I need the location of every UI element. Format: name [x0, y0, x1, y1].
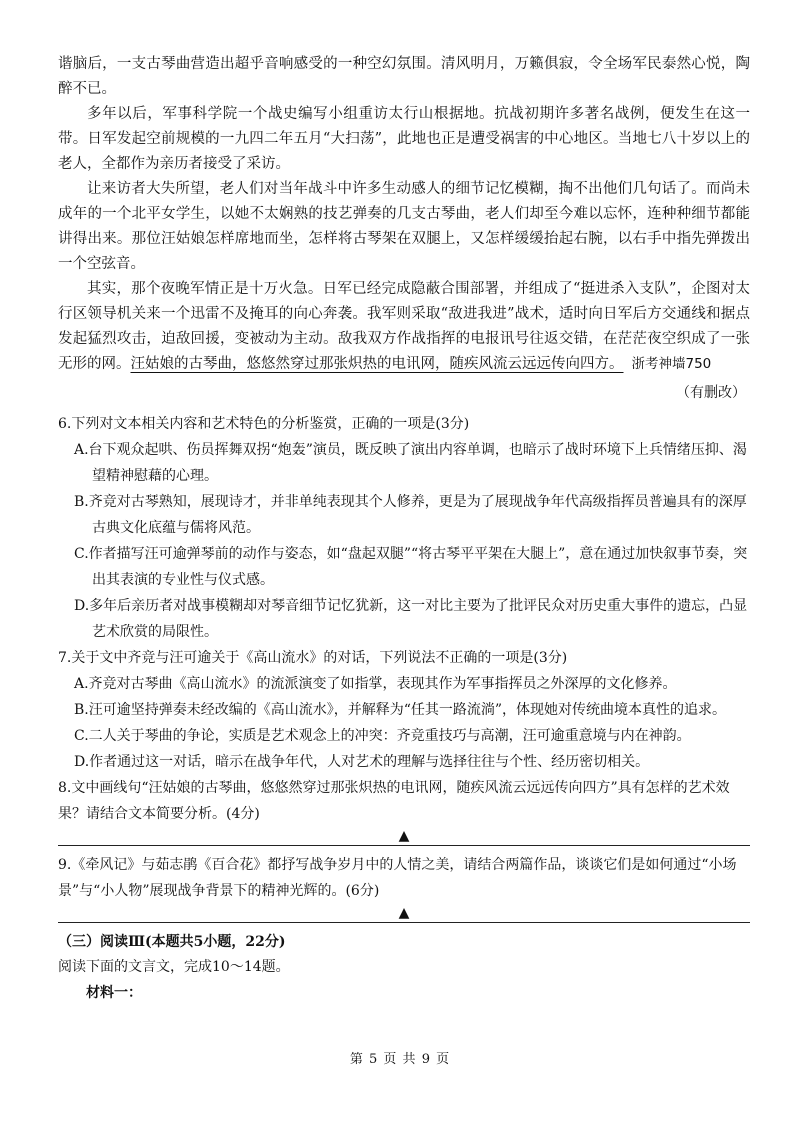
answer-divider	[58, 922, 750, 923]
question-7	[58, 645, 750, 775]
answer-area-triangle-icon: ▲	[398, 828, 410, 844]
passage-paragraph-4	[58, 277, 750, 377]
exam-page	[58, 52, 750, 1007]
passage-paragraph-1: 谐脑后，一支古琴曲营造出超乎音响感受的一种空幻氛围。清风明月，万籁俱寂，令全场军民泰然心悦，陶醉不已。	[58, 56, 750, 97]
question-6-option-b: B.齐竞对古琴熟知，展现诗才，并非单纯表现其个人修养，更是为了展现战争年代高级指挥员普遍具有的深厚古典文化底蕴与儒将风范。	[74, 494, 747, 536]
answer-divider	[58, 845, 750, 846]
revised-note: （有删改）	[676, 385, 746, 401]
material-label: 材料一：	[86, 985, 142, 1001]
question-7-option-d: D.作者通过这一对话，暗示在战争年代，人对艺术的理解与选择往往与个性、经历密切相关。	[74, 754, 650, 770]
paragraph-4-text: 其实，那个夜晚军情正是十万火急。日军已经完成隐蔽合围部署，并组成了“挺进杀入支队”，企图对太行区领导机关来一个迅雷不及掩耳的向心奔袭。我军则采取“敌进我进”战术，适时向日军后方交通线和据点发起猛烈攻击，迫敌回援，变被动为主动。敌我双方作战指挥的电报讯号往返交错，在茫茫夜空织成了一张无形的网。	[58, 281, 750, 372]
page-number: 第 5 页 共 9 页	[349, 1052, 451, 1067]
underlined-sentence: 汪姑娘的古琴曲，悠悠然穿过那张炽热的电讯网，随疾风流云远远传向四方。	[130, 356, 624, 372]
passage-paragraph-3: 让来访者大失所望，老人们对当年战斗中许多生动感人的细节记忆模糊，掏不出他们几句话了。而尚未成年的一个北平女学生，以她不太娴熟的技艺弹奏的几支古琴曲，老人们却至今难以忘怀，连种种细节都能讲得出来。那位汪姑娘怎样席地而坐，怎样将古琴架在双腿上，又怎样缓缓抬起右腕，以右手中指先弹拨出一个空弦音。	[58, 181, 750, 272]
question-7-option-c: C.二人关于琴曲的争论，实质是艺术观念上的冲突：齐竞重技巧与高潮，汪可逾重意境与内在神韵。	[74, 728, 691, 744]
answer-area-triangle-icon: ▲	[398, 905, 410, 921]
question-6-option-d: D.多年后亲历者对战事模糊却对琴音细节记忆犹新，这一对比主要为了批评民众对历史重大事件的遗忘，凸显艺术欣赏的局限性。	[74, 598, 748, 640]
question-7-stem: 7.关于文中齐竞与汪可逾关于《高山流水》的对话，下列说法不正确的一项是(3分)	[58, 650, 568, 666]
section-heading: （三）阅读Ⅲ(本题共5小题，22分)	[58, 934, 286, 950]
question-9	[58, 852, 750, 923]
question-7-option-a: A.齐竞对古琴曲《高山流水》的流派演变了如指掌，表现其作为军事指挥员之外深厚的文化修养。	[74, 676, 677, 692]
question-6-stem: 6.下列对文本相关内容和艺术特色的分析鉴赏，正确的一项是(3分)	[58, 416, 470, 432]
question-6	[58, 411, 750, 645]
question-8-stem: 8.文中画线句“汪姑娘的古琴曲，悠悠然穿过那张炽热的电讯网，随疾风流云远远传向四方”具有怎样的艺术效果？请结合文本简要分析。(4分)	[58, 780, 730, 822]
section-instruction: 阅读下面的文言文，完成10～14题。	[58, 959, 290, 975]
source-watermark: 浙考神墙750	[631, 356, 712, 372]
question-6-option-a: A.台下观众起哄、伤员挥舞双拐“炮轰”演员，既反映了演出内容单调，也暗示了战时环境下上兵情绪压抑、渴望精神慰藉的心理。	[74, 442, 747, 484]
passage-paragraph-2: 多年以后，军事科学院一个战史编写小组重访太行山根据地。抗战初期许多著名战例，便发生在这一带。日军发起空前规模的一九四二年五月“大扫荡”，此地也正是遭受祸害的中心地区。当地七八十岁以上的老人，全都作为亲历者接受了采访。	[58, 106, 750, 172]
question-9-stem: 9.《牵风记》与茹志鹃《百合花》都抒写战争岁月中的人情之美，请结合两篇作品，谈谈它们是如何通过“小场景”与“小人物”展现战争背景下的精神光辉的。(6分)	[58, 857, 737, 899]
question-6-option-c: C.作者描写汪可逾弹琴前的动作与姿态，如“盘起双腿”“将古琴平平架在大腿上”，意在通过加快叙事节奏，突出其表演的专业性与仪式感。	[74, 546, 748, 588]
question-7-option-b: B.汪可逾坚持弹奏未经改编的《高山流水》，并解释为“任其一路流淌”，体现她对传统曲境本真性的追求。	[74, 702, 727, 718]
question-8	[58, 775, 750, 846]
